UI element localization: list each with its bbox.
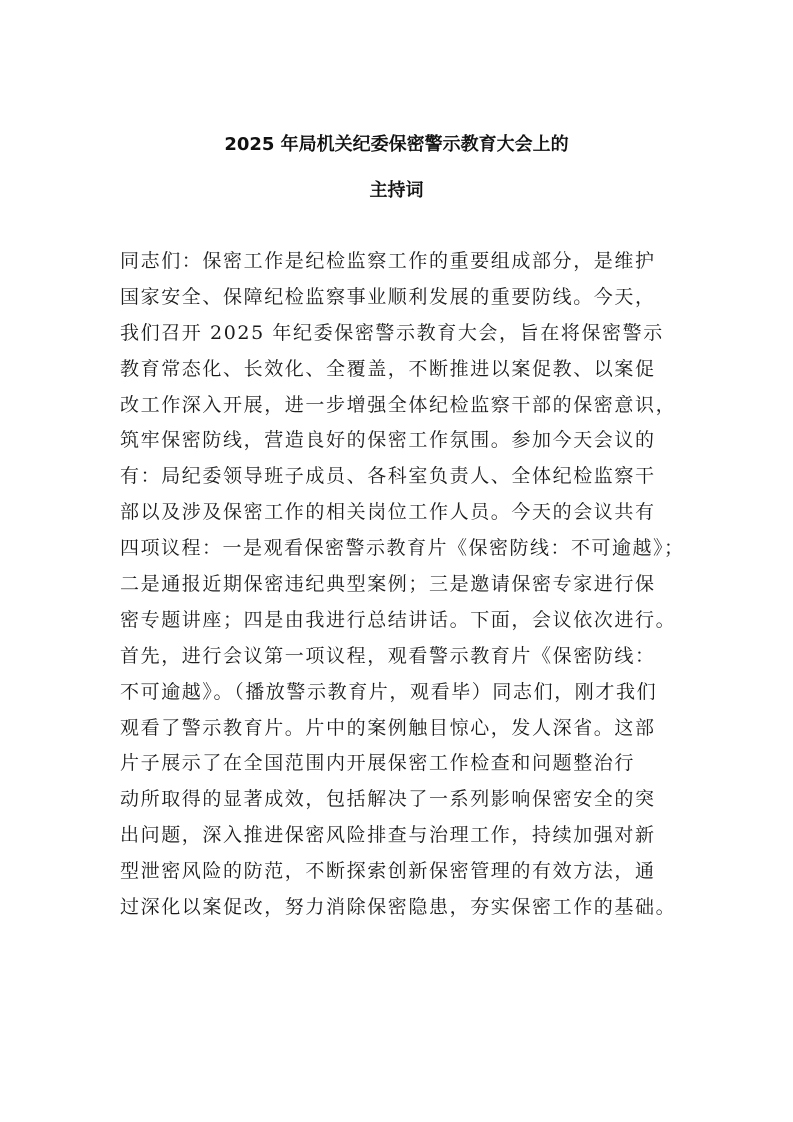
body-line: 我们召开 2025 年纪委保密警示教育大会，旨在将保密警示	[120, 321, 664, 344]
body-line: 部以及涉及保密工作的相关岗位工作人员。今天的会议共有	[120, 501, 656, 524]
body-line: 过深化以案促改，努力消除保密隐患，夯实保密工作的基础。	[120, 896, 677, 919]
title-line-2: 主持词	[369, 180, 424, 201]
body-line: 型泄密风险的防范，不断探索创新保密管理的有效方法，通	[120, 860, 656, 883]
body-line: 教育常态化、长效化、全覆盖，不断推进以案促教、以案促	[120, 357, 656, 380]
body-line: 首先，进行会议第一项议程，观看警示教育片《保密防线：	[120, 644, 656, 667]
body-line: 密专题讲座；四是由我进行总结讲话。下面，会议依次进行。	[120, 608, 677, 631]
body-line: 动所取得的显著成效，包括解决了一系列影响保密安全的突	[120, 788, 656, 811]
body-line: 同志们：保密工作是纪检监察工作的重要组成部分，是维护	[120, 250, 656, 272]
body-line: 筑牢保密防线，营造良好的保密工作氛围。参加今天会议的	[120, 429, 656, 452]
body-line: 出问题，深入推进保密风险排查与治理工作，持续加强对新	[120, 824, 656, 847]
body-line: 片子展示了在全国范围内开展保密工作检查和问题整治行	[120, 752, 636, 775]
document-body	[120, 244, 686, 926]
body-line: 二是通报近期保密违纪典型案例；三是邀请保密专家进行保	[120, 573, 656, 596]
document-title	[0, 122, 793, 214]
body-line: 改工作深入开展，进一步增强全体纪检监察干部的保密意识，	[120, 393, 677, 416]
body-line: 国家安全、保障纪检监察事业顺利发展的重要防线。今天，	[120, 285, 656, 308]
body-line: 不可逾越》。（播放警示教育片，观看毕）同志们，刚才我们	[120, 680, 658, 703]
body-line: 观看了警示教育片。片中的案例触目惊心，发人深省。这部	[120, 716, 656, 739]
title-line-1: 2025 年局机关纪委保密警示教育大会上的	[224, 134, 569, 155]
body-line: 有：局纪委领导班子成员、各科室负责人、全体纪检监察干	[120, 465, 656, 488]
body-line: 四项议程：一是观看保密警示教育片《保密防线：不可逾越》；	[120, 537, 685, 560]
